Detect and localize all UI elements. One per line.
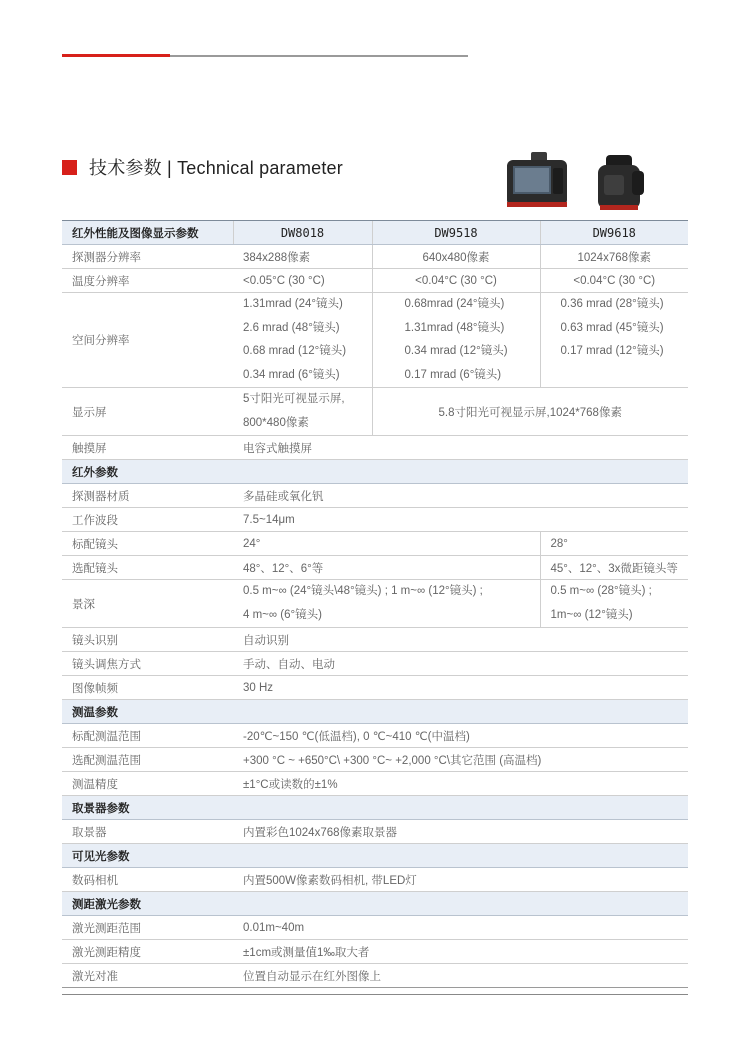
table-row (62, 508, 688, 532)
spec-table (62, 220, 688, 988)
section-heading: 红外参数 (62, 460, 688, 484)
cell-value: 0.5 m~∞ (28°镜头) ; (550, 585, 652, 597)
section-heading: 测距激光参数 (62, 892, 688, 916)
cell-value: 5寸阳光可视显示屏, (243, 393, 345, 405)
cell-value: 自动识别 (233, 628, 688, 652)
section-row-ir (62, 460, 688, 484)
cell-value: 45°、12°、3x微距镜头等 (540, 556, 688, 580)
dof-col-3 (540, 580, 688, 628)
table-row (62, 820, 688, 844)
row-label: 显示屏 (62, 388, 233, 436)
cell-value: 24° (233, 532, 540, 556)
cell-value: 0.17 mrad (6°镜头) (404, 368, 502, 381)
cell-value: 0.01m~40m (233, 916, 688, 940)
table-row (62, 245, 688, 269)
row-label: 景深 (62, 580, 233, 628)
cell-value: 位置自动显示在红外图像上 (233, 964, 688, 988)
cell-value: ±1°C或读数的±1% (233, 772, 688, 796)
camera-dw9518-image (592, 153, 647, 213)
table-row (62, 532, 688, 556)
table-row (62, 676, 688, 700)
row-label: 激光测距精度 (62, 940, 233, 964)
cell-value: 0.5 m~∞ (24°镜头\48°镜头) ; 1 m~∞ (12°镜头) ; (243, 585, 483, 597)
row-label: 镜头识别 (62, 628, 233, 652)
row-label: 探测器材质 (62, 484, 233, 508)
cell-value: 0.68 mrad (12°镜头) (243, 345, 347, 357)
cell-value: 800*480像素 (243, 416, 309, 429)
row-label: 激光对准 (62, 964, 233, 988)
cell-value: 手动、自动、电动 (233, 652, 688, 676)
cell-value: 0.17 mrad (12°镜头) (560, 345, 664, 357)
table-row (62, 293, 688, 388)
section-row-visible (62, 844, 688, 868)
row-label: 空间分辨率 (62, 293, 233, 388)
row-label: 触摸屏 (62, 436, 233, 460)
spatial-col-3 (540, 293, 688, 388)
cell-value: 28° (540, 532, 688, 556)
cell-value: 2.6 mrad (48°镜头) (243, 321, 340, 334)
display-col-1 (233, 388, 372, 436)
title-text: 技术参数 | Technical parameter (89, 158, 343, 178)
section-row-viewfinder (62, 796, 688, 820)
row-label: 图像帧频 (62, 676, 233, 700)
header-row (62, 221, 688, 245)
cell-value: 48°、12°、6°等 (233, 556, 540, 580)
top-rule-accent (62, 54, 170, 57)
section-row-temp (62, 700, 688, 724)
section-title (62, 156, 343, 178)
cell-value: <0.05°C (30 °C) (233, 269, 372, 293)
cell-value: 640x480像素 (372, 245, 540, 269)
cell-value: -20℃~150 ℃(低温档), 0 ℃~410 ℃(中温档) (233, 724, 688, 748)
cell-value: 0.34 mrad (12°镜头) (404, 345, 508, 357)
cell-value: ±1cm或测量值1‰取大者 (233, 940, 688, 964)
row-label: 选配测温范围 (62, 748, 233, 772)
cell-value: 384x288像素 (233, 245, 372, 269)
cell-value: 1m~∞ (12°镜头) (550, 608, 633, 621)
cell-value: 30 Hz (233, 676, 688, 700)
table-row (62, 652, 688, 676)
camera-dw8018-image (505, 150, 570, 210)
dof-col-12 (233, 580, 540, 628)
model-dw9518: DW9518 (372, 221, 540, 245)
table-row (62, 269, 688, 293)
table-row (62, 724, 688, 748)
table-row (62, 940, 688, 964)
table-row (62, 580, 688, 628)
cell-value: 电容式触摸屏 (233, 436, 688, 460)
cell-value: 0.34 mrad (6°镜头) (243, 368, 340, 381)
cell-value: 0.36 mrad (28°镜头) (560, 298, 664, 310)
title-marker-square (62, 160, 77, 175)
cell-value: 0.68mrad (24°镜头) (404, 298, 505, 310)
row-label: 工作波段 (62, 508, 233, 532)
row-label: 标配镜头 (62, 532, 233, 556)
cell-value: 1.31mrad (24°镜头) (243, 298, 343, 310)
cell-value: 1.31mrad (48°镜头) (404, 321, 505, 334)
cell-value: 内置500W像素数码相机, 带LED灯 (233, 868, 688, 892)
table-row (62, 868, 688, 892)
model-dw9618: DW9618 (540, 221, 688, 245)
table-row (62, 748, 688, 772)
cell-value: 多晶硅或氧化钒 (233, 484, 688, 508)
row-label: 测温精度 (62, 772, 233, 796)
cell-value: 5.8寸阳光可视显示屏,1024*768像素 (372, 388, 688, 436)
cell-value: 1024x768像素 (540, 245, 688, 269)
spatial-col-1 (233, 293, 372, 388)
row-label: 数码相机 (62, 868, 233, 892)
model-dw8018: DW8018 (233, 221, 372, 245)
row-label: 镜头调焦方式 (62, 652, 233, 676)
table-row (62, 436, 688, 460)
cell-value: <0.04°C (30 °C) (540, 269, 688, 293)
header-label: 红外性能及图像显示参数 (62, 221, 233, 245)
row-label: 探测器分辨率 (62, 245, 233, 269)
row-label: 标配测温范围 (62, 724, 233, 748)
cell-value: 内置彩色1024x768像素取景器 (233, 820, 688, 844)
section-heading: 测温参数 (62, 700, 688, 724)
spatial-col-2 (372, 293, 540, 388)
table-row (62, 772, 688, 796)
table-row (62, 484, 688, 508)
row-label: 选配镜头 (62, 556, 233, 580)
section-heading: 取景器参数 (62, 796, 688, 820)
section-heading: 可见光参数 (62, 844, 688, 868)
row-label: 激光测距范围 (62, 916, 233, 940)
top-rule (62, 55, 468, 57)
table-row (62, 916, 688, 940)
table-row (62, 964, 688, 988)
cell-value: <0.04°C (30 °C) (372, 269, 540, 293)
row-label: 取景器 (62, 820, 233, 844)
row-label: 温度分辨率 (62, 269, 233, 293)
table-row (62, 628, 688, 652)
section-row-laser (62, 892, 688, 916)
table-row (62, 556, 688, 580)
cell-value: 0.63 mrad (45°镜头) (560, 321, 664, 334)
cell-value: +300 °C ~ +650°C\ +300 °C~ +2,000 °C\其它范围 (高温档) (233, 748, 688, 772)
cell-value: 4 m~∞ (6°镜头) (243, 608, 322, 621)
table-row (62, 388, 688, 436)
bottom-rule (62, 994, 688, 995)
cell-value: 7.5~14μm (233, 508, 688, 532)
